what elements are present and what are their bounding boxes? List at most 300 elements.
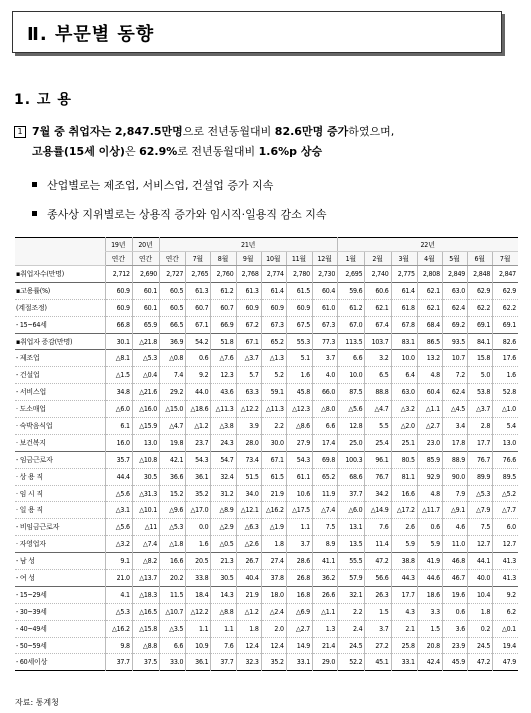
table-cell: 10.0 xyxy=(338,367,365,384)
table-cell: 2,727 xyxy=(160,266,186,283)
table-cell: 18.6 xyxy=(417,586,442,603)
table-row xyxy=(15,350,518,367)
table-cell: 12.7 xyxy=(493,536,518,553)
table-cell: 17.7 xyxy=(391,586,417,603)
table-cell: 83.1 xyxy=(391,333,417,350)
table-cell: 82.6 xyxy=(493,333,518,350)
table-cell: 66.8 xyxy=(105,316,132,333)
table-cell: 103.7 xyxy=(365,333,391,350)
table-cell: 62.1 xyxy=(417,299,442,316)
source-note: 자료: 통계청 xyxy=(15,698,59,707)
summary-l2b: 은 xyxy=(124,145,140,158)
table-cell: 57.9 xyxy=(338,570,365,587)
table-cell: 3.3 xyxy=(417,603,442,620)
table-cell: △0.5 xyxy=(211,536,236,553)
table-cell: △3.2 xyxy=(391,401,417,418)
table-cell: △8.2 xyxy=(132,553,159,570)
table-cell: △1.1 xyxy=(417,401,442,418)
table-cell: 55.5 xyxy=(338,553,365,570)
table-cell: 6.6 xyxy=(338,350,365,367)
table-cell: 36.6 xyxy=(160,468,186,485)
table-cell: 52.2 xyxy=(338,654,365,671)
table-cell: △3.8 xyxy=(211,418,236,435)
table-row xyxy=(15,654,518,671)
table-cell: 62.9 xyxy=(468,282,493,299)
table-cell: 23.0 xyxy=(417,434,442,451)
table-row xyxy=(15,485,518,502)
table-cell: 2,740 xyxy=(365,266,391,283)
table-cell: 5.2 xyxy=(261,367,286,384)
table-cell: 60.9 xyxy=(105,282,132,299)
table-cell: 76.7 xyxy=(468,451,493,468)
table-cell: 12.7 xyxy=(468,536,493,553)
employment-table xyxy=(15,237,518,671)
table-cell: 45.9 xyxy=(442,654,467,671)
table-cell: 68.4 xyxy=(417,316,442,333)
row-label: - 15~29세 xyxy=(15,586,105,603)
table-cell: 16.6 xyxy=(160,553,186,570)
table-cell: 62.2 xyxy=(468,299,493,316)
table-cell: 9.2 xyxy=(186,367,211,384)
table-cell: △12.3 xyxy=(286,401,312,418)
table-cell: 5.0 xyxy=(468,367,493,384)
table-cell: 10.0 xyxy=(391,350,417,367)
table-cell: 7.2 xyxy=(442,367,467,384)
table-cell: 67.5 xyxy=(286,316,312,333)
table-cell: 0.2 xyxy=(468,620,493,637)
table-cell: 36.9 xyxy=(160,333,186,350)
row-label: ▪취업자 증감(만명) xyxy=(15,333,105,350)
column-header: 5월 xyxy=(442,252,467,266)
table-cell: 37.7 xyxy=(105,654,132,671)
table-cell: 2.2 xyxy=(261,418,286,435)
table-cell: 73.4 xyxy=(236,451,261,468)
table-cell: 12.3 xyxy=(211,367,236,384)
column-header: 7월 xyxy=(493,252,518,266)
row-label: · 자영업자 xyxy=(15,536,105,553)
table-cell: 2,774 xyxy=(261,266,286,283)
table-row xyxy=(15,637,518,654)
table-cell: △12.2 xyxy=(236,401,261,418)
table-cell: 6.4 xyxy=(391,367,417,384)
table-cell: 5.1 xyxy=(286,350,312,367)
table-cell: 2,775 xyxy=(391,266,417,283)
table-cell: 69.2 xyxy=(442,316,467,333)
table-cell: 43.6 xyxy=(211,384,236,401)
table-cell: 60.9 xyxy=(105,299,132,316)
table-cell: 13.0 xyxy=(132,434,159,451)
table-cell: △5.3 xyxy=(105,603,132,620)
table-cell: 67.2 xyxy=(236,316,261,333)
table-cell: 67.8 xyxy=(391,316,417,333)
table-row xyxy=(15,266,518,283)
table-cell: 61.5 xyxy=(286,282,312,299)
column-header: 연간 xyxy=(132,252,159,266)
column-header: 9월 xyxy=(236,252,261,266)
table-cell: 1.8 xyxy=(261,536,286,553)
table-cell: 0.6 xyxy=(186,350,211,367)
table-cell: 28.0 xyxy=(236,434,261,451)
row-label: - 60세이상 xyxy=(15,654,105,671)
table-cell: 61.5 xyxy=(261,468,286,485)
table-cell: 37.7 xyxy=(338,485,365,502)
table-cell: △4.7 xyxy=(160,418,186,435)
table-cell: 0.6 xyxy=(442,603,467,620)
table-cell: 62.9 xyxy=(493,282,518,299)
table-cell: 4.8 xyxy=(417,485,442,502)
table-cell: 4.8 xyxy=(417,367,442,384)
table-cell: △2.0 xyxy=(391,418,417,435)
row-label: - 임금근로자 xyxy=(15,451,105,468)
column-header: 1월 xyxy=(338,252,365,266)
row-label: (계절조정) xyxy=(15,299,105,316)
table-cell: 89.9 xyxy=(468,468,493,485)
table-cell: 34.0 xyxy=(236,485,261,502)
bullet-text: 종사상 지위별로는 상용직 증가와 임시직·일용직 감소 지속 xyxy=(47,208,327,221)
table-cell: 67.1 xyxy=(261,451,286,468)
table-cell: 2,847 xyxy=(493,266,518,283)
table-cell: △3.7 xyxy=(236,350,261,367)
table-cell: 37.5 xyxy=(132,654,159,671)
column-header: 연간 xyxy=(160,252,186,266)
table-cell: 100.3 xyxy=(338,451,365,468)
table-cell: 11.9 xyxy=(313,485,338,502)
table-cell: 15.2 xyxy=(160,485,186,502)
table-cell: 88.9 xyxy=(442,451,467,468)
table-cell: 30.5 xyxy=(211,570,236,587)
table-cell: 34.2 xyxy=(365,485,391,502)
table-cell: 5.4 xyxy=(493,418,518,435)
table-cell: △17.5 xyxy=(286,502,312,519)
table-cell: △1.8 xyxy=(160,536,186,553)
table-cell: 19.6 xyxy=(442,586,467,603)
table-cell: 25.8 xyxy=(391,637,417,654)
table-cell: △0.8 xyxy=(160,350,186,367)
table-cell: 34.8 xyxy=(105,384,132,401)
table-cell: 2,848 xyxy=(468,266,493,283)
table-cell: △18.3 xyxy=(132,586,159,603)
table-cell: 26.8 xyxy=(286,570,312,587)
table-cell: 1.5 xyxy=(417,620,442,637)
summary-marker: 1 xyxy=(14,126,26,138)
table-cell: 3.9 xyxy=(236,418,261,435)
table-cell: 16.8 xyxy=(286,586,312,603)
summary-l2a: 고용률(15세 이상) xyxy=(32,145,125,158)
table-cell: △6.0 xyxy=(338,502,365,519)
table-cell: 2.8 xyxy=(468,418,493,435)
table-cell: 2,780 xyxy=(286,266,312,283)
table-cell: 1.8 xyxy=(468,603,493,620)
table-cell: 32.4 xyxy=(211,468,236,485)
table-cell: 30.0 xyxy=(261,434,286,451)
table-cell: 3.7 xyxy=(365,620,391,637)
table-cell: △18.6 xyxy=(186,401,211,418)
table-cell: 51.5 xyxy=(236,468,261,485)
table-cell: △5.6 xyxy=(105,485,132,502)
table-cell: △14.9 xyxy=(365,502,391,519)
table-cell: 62.1 xyxy=(417,282,442,299)
table-row xyxy=(15,553,518,570)
table-cell: 60.1 xyxy=(132,299,159,316)
table-cell: △11.3 xyxy=(211,401,236,418)
table-cell: 32.3 xyxy=(236,654,261,671)
table-cell: △1.3 xyxy=(261,350,286,367)
table-cell: 16.0 xyxy=(105,434,132,451)
table-cell: 77.3 xyxy=(313,333,338,350)
table-cell: △10.7 xyxy=(160,603,186,620)
table-cell: 92.9 xyxy=(417,468,442,485)
summary-l1c: 82.6만명 증가 xyxy=(274,125,349,138)
table-cell: 3.6 xyxy=(442,620,467,637)
table-cell: 28.6 xyxy=(286,553,312,570)
table-cell: 2,765 xyxy=(186,266,211,283)
table-cell: 35.2 xyxy=(261,654,286,671)
table-cell: △11.3 xyxy=(261,401,286,418)
table-cell: 76.7 xyxy=(365,468,391,485)
table-cell: 21.0 xyxy=(105,570,132,587)
table-cell: △5.3 xyxy=(468,485,493,502)
bullet-text: 산업별로는 제조업, 서비스업, 건설업 증가 지속 xyxy=(47,179,274,192)
table-row xyxy=(15,434,518,451)
table-cell: △8.0 xyxy=(313,401,338,418)
row-label: · 상 용 직 xyxy=(15,468,105,485)
table-cell: 85.9 xyxy=(417,451,442,468)
table-cell: △21.6 xyxy=(132,384,159,401)
table-cell: 7.5 xyxy=(313,519,338,536)
table-cell: 66.0 xyxy=(313,384,338,401)
table-cell: △11.7 xyxy=(417,502,442,519)
column-header: 연간 xyxy=(105,252,132,266)
table-cell: 6.5 xyxy=(365,367,391,384)
table-cell: 2,712 xyxy=(105,266,132,283)
table-cell: 80.5 xyxy=(391,451,417,468)
table-cell: △0.1 xyxy=(493,620,518,637)
table-cell: 26.6 xyxy=(313,586,338,603)
table-cell: 23.7 xyxy=(186,434,211,451)
table-cell: 47.2 xyxy=(468,654,493,671)
table-cell: 17.6 xyxy=(493,350,518,367)
table-cell: 44.4 xyxy=(105,468,132,485)
table-cell: 17.4 xyxy=(313,434,338,451)
table-cell: △7.4 xyxy=(132,536,159,553)
table-cell: 32.1 xyxy=(338,586,365,603)
table-cell: 1.3 xyxy=(313,620,338,637)
year-header: 22년 xyxy=(338,238,518,252)
table-cell: 25.0 xyxy=(338,434,365,451)
table-cell: 20.2 xyxy=(160,570,186,587)
table-cell: 60.9 xyxy=(286,299,312,316)
table-cell: 3.4 xyxy=(442,418,467,435)
table-row xyxy=(15,316,518,333)
table-cell: 2,690 xyxy=(132,266,159,283)
table-cell: △16.0 xyxy=(132,401,159,418)
table-cell: △8.8 xyxy=(211,603,236,620)
table-cell: △9.1 xyxy=(442,502,467,519)
table-cell: 3.7 xyxy=(286,536,312,553)
summary-paragraph xyxy=(14,122,519,162)
bullet-industry xyxy=(32,177,273,193)
table-cell: 76.6 xyxy=(493,451,518,468)
table-cell: 86.5 xyxy=(417,333,442,350)
table-cell: △16.2 xyxy=(261,502,286,519)
table-cell: 44.1 xyxy=(468,553,493,570)
row-label: ▪고용률(%) xyxy=(15,282,105,299)
table-cell: 20.8 xyxy=(417,637,442,654)
table-cell: 12.4 xyxy=(261,637,286,654)
table-cell: 19.4 xyxy=(493,637,518,654)
table-cell: △0.4 xyxy=(132,367,159,384)
table-row xyxy=(15,620,518,637)
table-row xyxy=(15,603,518,620)
table-cell: 11.5 xyxy=(160,586,186,603)
table-cell: 5.7 xyxy=(236,367,261,384)
table-cell: 0.0 xyxy=(186,519,211,536)
table-cell: 0.6 xyxy=(417,519,442,536)
table-cell: △2.6 xyxy=(236,536,261,553)
table-cell: 15.8 xyxy=(468,350,493,367)
table-cell: △8.9 xyxy=(211,502,236,519)
table-cell: 35.2 xyxy=(186,485,211,502)
table-cell: 24.3 xyxy=(211,434,236,451)
table-cell: 4.0 xyxy=(313,367,338,384)
table-cell: 30.1 xyxy=(105,333,132,350)
column-header: 4월 xyxy=(417,252,442,266)
table-cell: 89.5 xyxy=(493,468,518,485)
table-cell: 44.3 xyxy=(391,570,417,587)
table-cell: 66.5 xyxy=(160,316,186,333)
table-cell: 67.4 xyxy=(365,316,391,333)
table-cell: △1.0 xyxy=(493,401,518,418)
table-cell: 69.1 xyxy=(468,316,493,333)
table-cell: △3.5 xyxy=(160,620,186,637)
table-cell: 7.6 xyxy=(365,519,391,536)
table-cell: 59.6 xyxy=(338,282,365,299)
table-cell: △7.4 xyxy=(313,502,338,519)
table-cell: 3.7 xyxy=(313,350,338,367)
table-cell: 17.7 xyxy=(468,434,493,451)
table-cell: 68.6 xyxy=(338,468,365,485)
table-cell: 2,808 xyxy=(417,266,442,283)
table-cell: 41.3 xyxy=(493,553,518,570)
table-cell: 93.5 xyxy=(442,333,467,350)
table-cell: 56.6 xyxy=(365,570,391,587)
table-cell: 24.5 xyxy=(338,637,365,654)
table-cell: 2.0 xyxy=(261,620,286,637)
table-cell: 12.8 xyxy=(338,418,365,435)
table-cell: 33.1 xyxy=(391,654,417,671)
table-cell: △1.5 xyxy=(105,367,132,384)
table-cell: 54.3 xyxy=(186,451,211,468)
table-cell: △7.7 xyxy=(493,502,518,519)
table-cell: △2.7 xyxy=(286,620,312,637)
table-cell: 26.7 xyxy=(236,553,261,570)
table-cell: 113.5 xyxy=(338,333,365,350)
table-cell: 10.4 xyxy=(468,586,493,603)
summary-l1b: 으로 전년동월대비 xyxy=(182,125,275,138)
table-cell: △13.7 xyxy=(132,570,159,587)
table-cell: 52.8 xyxy=(493,384,518,401)
column-header: 10월 xyxy=(261,252,286,266)
table-cell: 67.0 xyxy=(338,316,365,333)
table-cell: 67.1 xyxy=(186,316,211,333)
table-cell: 13.2 xyxy=(417,350,442,367)
table-cell: 11.0 xyxy=(442,536,467,553)
table-cell: 18.0 xyxy=(261,586,286,603)
table-cell: 60.5 xyxy=(160,282,186,299)
table-cell: 47.9 xyxy=(493,654,518,671)
table-cell: △4.5 xyxy=(442,401,467,418)
table-cell: 63.0 xyxy=(442,282,467,299)
table-cell: 2.6 xyxy=(391,519,417,536)
row-label: - 50~59세 xyxy=(15,637,105,654)
year-header: 21년 xyxy=(160,238,338,252)
table-cell: 21.9 xyxy=(236,586,261,603)
table-cell: 12.4 xyxy=(236,637,261,654)
table-cell: △5.3 xyxy=(160,519,186,536)
column-header: 2월 xyxy=(365,252,391,266)
table-cell: 60.1 xyxy=(132,282,159,299)
table-row xyxy=(15,384,518,401)
table-cell: 44.0 xyxy=(186,384,211,401)
table-cell: 33.1 xyxy=(286,654,312,671)
table-cell: 55.3 xyxy=(286,333,312,350)
table-cell: 2.4 xyxy=(338,620,365,637)
row-label: - 남 성 xyxy=(15,553,105,570)
table-cell: 7.4 xyxy=(160,367,186,384)
table-cell: 1.6 xyxy=(493,367,518,384)
table-cell: 61.4 xyxy=(261,282,286,299)
table-cell: 60.9 xyxy=(261,299,286,316)
table-cell: 36.1 xyxy=(186,654,211,671)
table-cell: △8.1 xyxy=(105,350,132,367)
table-cell: 37.8 xyxy=(261,570,286,587)
table-cell: 54.2 xyxy=(186,333,211,350)
table-cell: 63.0 xyxy=(391,384,417,401)
table-cell: 65.9 xyxy=(132,316,159,333)
table-cell: △6.3 xyxy=(236,519,261,536)
table-row xyxy=(15,519,518,536)
table-cell: 27.9 xyxy=(286,434,312,451)
table-cell: △7.9 xyxy=(468,502,493,519)
table-cell: 10.9 xyxy=(186,637,211,654)
row-label: - 40~49세 xyxy=(15,620,105,637)
table-cell: △1.2 xyxy=(236,603,261,620)
table-cell: 46.7 xyxy=(442,570,467,587)
table-cell: 4.3 xyxy=(391,603,417,620)
table-cell: 69.8 xyxy=(313,451,338,468)
year-header: 19년 xyxy=(105,238,132,252)
table-cell: 30.5 xyxy=(132,468,159,485)
summary-l2d: 로 전년동월대비 xyxy=(177,145,259,158)
bullet-square-icon xyxy=(32,211,37,216)
table-cell: 35.7 xyxy=(105,451,132,468)
table-cell: 1.1 xyxy=(286,519,312,536)
bullet-status xyxy=(32,206,327,222)
table-row xyxy=(15,299,518,316)
table-cell: 17.8 xyxy=(442,434,467,451)
table-cell: △8.8 xyxy=(132,637,159,654)
table-cell: 60.9 xyxy=(236,299,261,316)
table-cell: 51.8 xyxy=(211,333,236,350)
table-cell: △6.9 xyxy=(286,603,312,620)
table-cell: 13.1 xyxy=(338,519,365,536)
table-cell: 2.2 xyxy=(338,603,365,620)
section-title: 1. 고 용 xyxy=(14,92,72,108)
table-cell: 41.1 xyxy=(313,553,338,570)
table-row xyxy=(15,418,518,435)
table-cell: 40.0 xyxy=(468,570,493,587)
table-cell: 65.2 xyxy=(261,333,286,350)
